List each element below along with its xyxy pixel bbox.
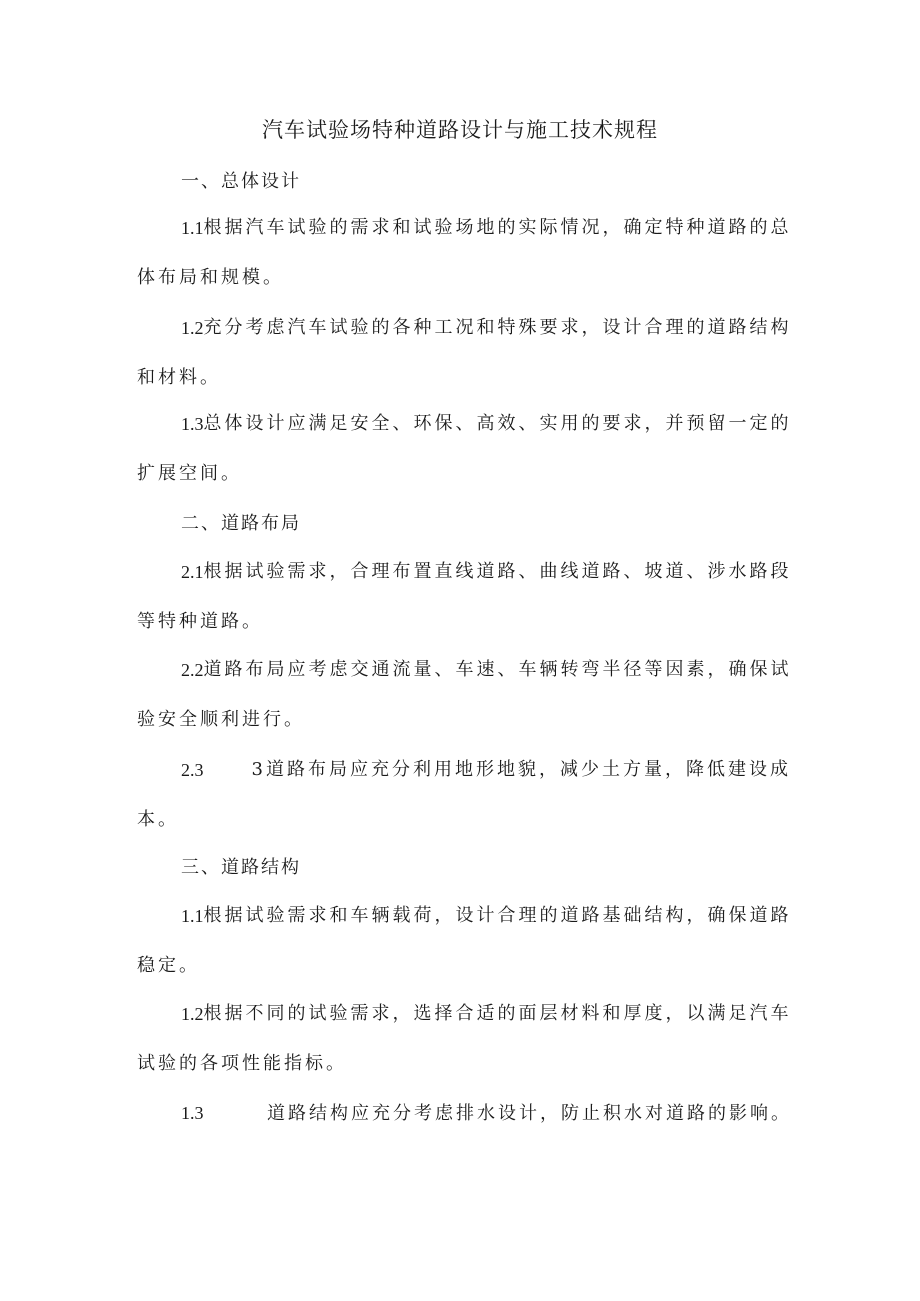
- clause-text-continuation: 等特种道路。: [137, 611, 263, 632]
- document-title: 汽车试验场特种道路设计与施工技术规程: [262, 118, 658, 142]
- clause-number: 1.3: [181, 1103, 204, 1123]
- clause-text: 总体设计应满足安全、环保、高效、实用的要求，并预留一定的: [203, 413, 792, 434]
- clause-text-continuation: 扩展空间。: [137, 463, 242, 484]
- clause-text-continuation: 本。: [137, 809, 179, 830]
- clause-number: 1.3: [181, 414, 204, 434]
- clause-number: 1.1: [181, 218, 204, 238]
- clause-text: 3道路布局应充分利用地形地貌，减少土方量，降低建设成: [251, 759, 791, 780]
- clause-text: 道路布局应考虑交通流量、车速、车辆转弯半径等因素，确保试: [203, 659, 792, 680]
- clause-paragraph: [137, 902, 791, 980]
- clause-text: 道路结构应充分考虑排水设计，防止积水对道路的影响。: [267, 1103, 792, 1124]
- clause-text-continuation: 试验的各项性能指标。: [137, 1053, 347, 1074]
- section-heading: 一、总体设计: [181, 171, 301, 192]
- clause-text-continuation: 稳定。: [137, 955, 200, 976]
- clause-text-continuation: 体布局和规模。: [137, 267, 284, 288]
- clause-number: 1.2: [181, 1004, 204, 1024]
- clause-paragraph: [137, 214, 791, 292]
- clause-paragraph: [137, 1000, 791, 1078]
- clause-number: 1.2: [181, 318, 204, 338]
- clause-paragraph: [137, 314, 791, 392]
- clause-paragraph: [181, 1099, 792, 1128]
- clause-text-continuation: 验安全顺利进行。: [137, 709, 305, 730]
- clause-text: 根据不同的试验需求，选择合适的面层材料和厚度，以满足汽车: [203, 1003, 792, 1024]
- section-heading: 二、道路布局: [181, 513, 301, 534]
- clause-text: 充分考虑汽车试验的各种工况和特殊要求，设计合理的道路结构: [203, 317, 792, 338]
- clause-paragraph: [137, 558, 791, 636]
- clause-text: 根据试验需求，合理布置直线道路、曲线道路、坡道、涉水路段: [203, 561, 792, 582]
- clause-text: 根据试验需求和车辆载荷，设计合理的道路基础结构，确保道路: [203, 905, 792, 926]
- clause-paragraph: [137, 756, 791, 834]
- clause-number: 2.1: [181, 562, 204, 582]
- clause-paragraph: [137, 656, 791, 734]
- section-heading: 三、道路结构: [181, 857, 301, 878]
- clause-text-continuation: 和材料。: [137, 367, 221, 388]
- clause-number: 2.3: [181, 760, 204, 780]
- clause-paragraph: [137, 410, 791, 488]
- clause-number: 2.2: [181, 660, 204, 680]
- clause-number: 1.1: [181, 906, 204, 926]
- clause-text: 根据汽车试验的需求和试验场地的实际情况，确定特种道路的总: [203, 217, 792, 238]
